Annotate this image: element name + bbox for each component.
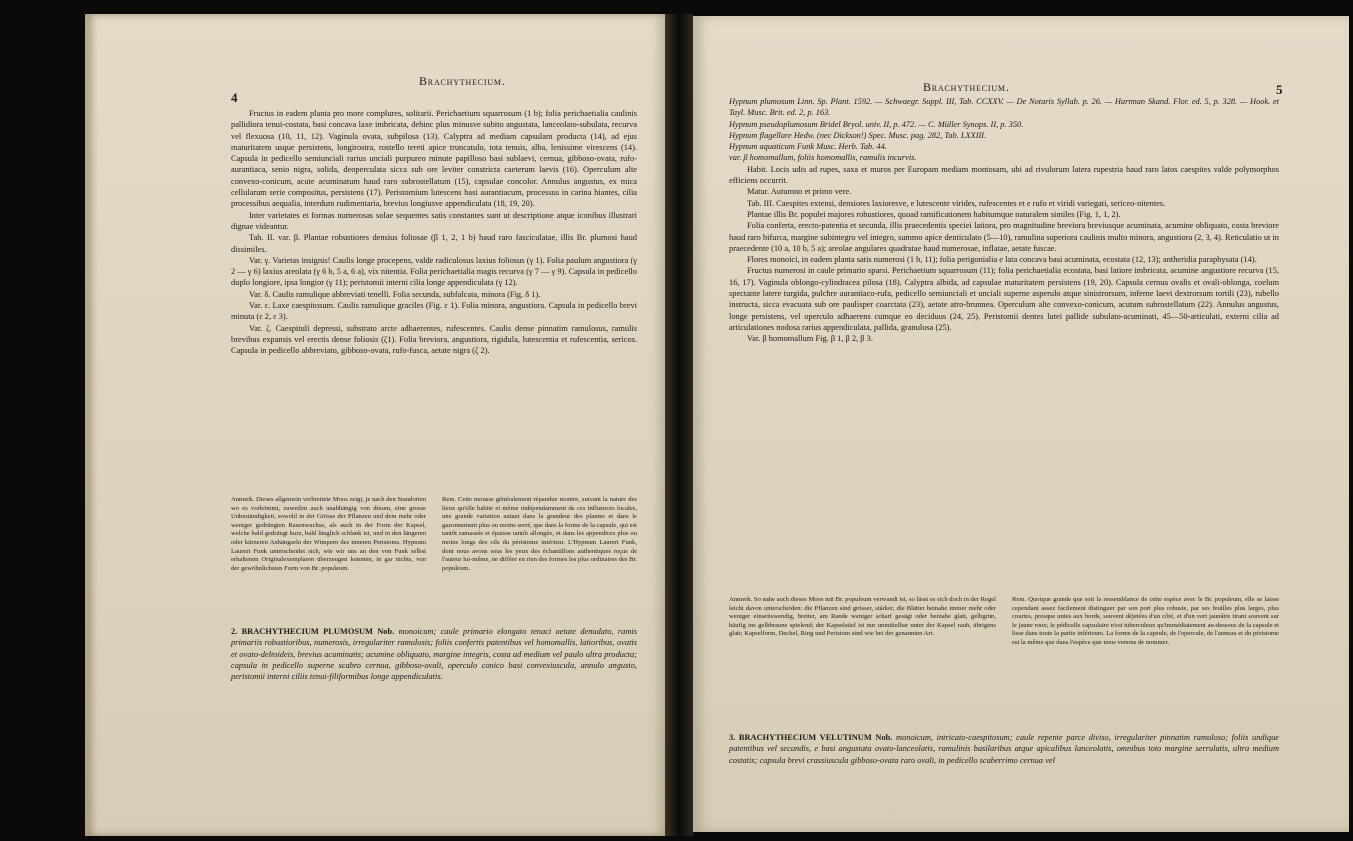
remark-french: Rem. Quoique grande que soit la ressemblance de cette espèce avec le Br. populeum, elle se laisse cependant assez facilement distinguer par son port plus robuste, par ses feuilles plus larges, plus courtes, presque unies aux bords, souvent déjetées d'un côté, et d'un vert jaunâtre tirant souvent sur le jaune roux; le pédicelle capsulaire n'est tuberculeux qu'immédiatement au-dessous de la capsule et lisse dans toute la partie inférieure. La forme de la capsule, de l'opercule, de l'anneau et du péristome est la même que dans l'espèce que nous venons de nommer. bbox=[1012, 596, 1279, 646]
paragraph: Plantae illis Br. populei majores robustiores, quoad ramificationem habitumque naturalem similes (Fig. 1, 1, 2). bbox=[747, 209, 1121, 219]
paragraph: Var. β homomallum Fig. β 1, β 2, β 3. bbox=[747, 334, 873, 344]
synonym: Hypnum aquaticum Funk Musc. Herb. Tab. 44. bbox=[729, 142, 887, 152]
paragraph: Flores monoici, in eadem planta satis numerosi (1 b, 11); folia perigonialia e lata concava basi acuminata, ecostata (12, 13); antheridia paraphysata (14). bbox=[747, 255, 1257, 265]
species-diagnosis: monoicum, intricato-caespitosum; caule repente parce diviso, irregulariter pinnatim ramuloso; foliis undique patentibus vel secundis, e basi angustata ovato-lanceolatis, ramulinis basilaribus atque apicalibus lanceolatis, omnibus toto margine serrulatis, ultra medium costatis; capsula brevi crassiuscula gibboso-ovata raro ovali, in pedicello scaberrimo cernua vel bbox=[729, 733, 1279, 765]
paragraph: Habit. Locis udis ad rupes, saxa et muros per Europam mediam montosam, ubi ad rivulorum latera rupestria haud raro latos caespites valde polymorphos efficiens occurrit. bbox=[729, 164, 1279, 186]
remark-german: Anmerk. Dieses allgemein verbreitete Moos zeigt, je nach den Standorten wo es vorkömmt, zuweilen auch unabhängig von diesen, eine grosse Unbeständigkeit, sowohl in der Grösse der Pflanzen und dem mehr oder weniger gedrängten Rasenwuchse, als auch in der Form der Kapsel, welche bald gedrängt kurz, bald länglich schlank ist, und in den längeren oder kürzeren Anhängseln der Wimpern des inneren Peristoms. Hypnum Laureri Funk unterscheidet sich, wie wir uns an den von Funk selbst erhaltenen Originalexemplaren überzeugen konnten, in gar nichts, von der gewöhnlichsten Form von Br. populeum. bbox=[231, 496, 426, 572]
remark-french: Rem. Cette mousse généralement répandue montre, suivant la nature des lieux qu'elle habite et même indépendamment de ces influences locales, une grande variation autant dans la grandeur des plantes et dans le gazonnement plus ou moins serré, que dans la forme de la capsule, qui est tantôt ramassée et épaisse tantôt allongée, et dans les appendices plus ou moins longs des cils du péristome intérieur. L'Hypnum Laureri Funk, dont nous avons sous les yeux des échantillons authentiques reçus de l'auteur lui-même, ne diffère en rien des formes les plus ordinaires des Br. populeum. bbox=[442, 496, 638, 572]
main-text bbox=[729, 96, 1279, 345]
paragraph: Var. ε. Laxe caespitosum. Caulis ramulique graciles (Fig. ε 1). Folia minora, angustiora. Capsula in pedicello brevi minuta (ε 2, ε 3). bbox=[231, 301, 637, 322]
page-number: 5 bbox=[1276, 82, 1283, 97]
species-title: 3. BRACHYTHECIUM VELUTINUM Nob. bbox=[729, 733, 893, 742]
paragraph: Tab. III. Caespites extensi, densiores laxioresve, e lutescente virides, rufescentes et e rufo et viridi variegati, sericeo-nitentes. bbox=[747, 198, 1166, 208]
remark-columns bbox=[231, 496, 637, 573]
paragraph: Var. γ. Varietas insignis! Caulis longe procepens, valde radiculosus laxius foliosus (γ 1). Folia paulum angustiora (γ 2 — γ 6) laxius areolata (γ 6 b, 5 a, 6 a), vix nitentia. Folia perichaetialia magis recurva (γ 7 — γ 9). Capsula in pedicello duplo longiore, ipsa longior (γ 11); peristomii interni cilia longe appendiculata (γ 12). bbox=[231, 255, 637, 288]
paragraph: Inter varietates et formas numerosas solae sequentes satis constantes sunt ut descriptione atque iconibus illustrari dignae videantur. bbox=[231, 210, 637, 231]
paragraph: Fructus in eadem planta pro more complures, solitarii. Perichaetium squarrosum (1 b); folia perichaetialia caulinis pallidiora tenui-costata, basi concava laxe imbricata, dehinc plus minusve subito angustata, lanceolato-subulata, recurva vel flexuosa (10, 11, 12). Vaginula ovata, subpilosa (13). Calyptra ad mediam capsulam producta (14), ad ejus maturitatem usque persistens, longirostra, rostello tereti apice truncatulo, tota tenuis, alba, lenissime virescens (14). Capsula in pedicello semiunciali rarius unciali purpureo minute papilloso basi sublaevi, cernua, gibboso-ovata, rufo-aurantiaca, senio nigra, solida, deoperculata sicca sub ore leviter constricta caeterum laevis (16). Operculum alte convexo-conicum, acute acuminatum haud raro subrostellatum (15), capsulae concolor. Annulus angustus, ex mica cellularum serie compositus, persistens (17). Peristomium lutescens basi aurantiacum, processus in carina hiantes, cilia processibus aequalia, interdum rudimentaria, brevius longiusve appendiculata (18, 19, 20). bbox=[231, 109, 637, 209]
paragraph: Matur. Autumno et primo vere. bbox=[747, 187, 852, 197]
species-title: 2. BRACHYTHECIUM PLUMOSUM Nob. bbox=[231, 627, 395, 636]
remark-columns bbox=[729, 596, 1279, 648]
page-number: 4 bbox=[231, 90, 238, 105]
species-entry bbox=[231, 626, 637, 682]
species-diagnosis: monoicum; caule primario elongato tenaci aetate denudato, ramis primariis robustioribus, numerosis, irregulariter ramulosis; foliis confertis patentibus vel homomallis, latioribus, ovatis et ovato-deltoideis, brevius acuminatis; acumine obliquato, margine integris, costa ad medium vel paulo ultra producta; capsula in pedicello superne scabro cernua, gibboso-ovali, operculo conico basi convexiuscula, annulo angusto, peristomii interni ciliis tenui-filiformibus longe appendiculatis. bbox=[231, 627, 637, 682]
paragraph: Fructus numerosi in caule primario sparsi. Perichaetium squarrosum (11); folia perichaetialia ecostata, basi latiore imbricata, acumine angustiore recurva (15, 16, 17). Vaginula oblongo-cylindracea pilosa (18). Calyptra albida, ad capsulae maturitatem persistens (19, 20). Capsula cernua ovalis et ovali-oblonga, coelum spectante latere turgida, pulchre aurantiaco-rufa, pedicello semiunciali et unciali superne asperulo atque sinistrorsum, inferne laevi dextrorsum tortili (23), rubello instructa, sicca evacuata sub ore paulisper coarctata (23), aetate atro-brunnea. Operculum alte convexo-conicum, acutum subrostellatum (22). Annulus angustus, longe persistens, vel operculo adhaerens cumque eo deciduus (24, 25). Peristomii dentes lutei pallide subulato-acuminati, 45—50-articulati, externi cilia ad articulationes nodosa rarius appendiculata, pallida, granulosa (25). bbox=[729, 266, 1279, 332]
synonym: Hypnum pseudoplumosum Bridel Bryol. univ. II, p. 472. — C. Müller Synops. II, p. 350. bbox=[729, 119, 1024, 129]
species-entry bbox=[729, 732, 1279, 766]
synonym: Hypnum flagellare Hedw. (nec Dickson!) Spec. Musc. pag. 282, Tab. LXXIII. bbox=[729, 130, 987, 140]
running-head: Brachythecium. bbox=[923, 80, 1010, 94]
remark-german: Anmerk. So nahe auch dieses Moos mit Br. populeum verwandt ist, so lässt es sich doch in der Regel leicht davon unterscheiden: die Pflanzen sind grösser, stärker, die Blätter beinahe immer mehr oder weniger einseitswendig, breiter, am Rande weniger scharf gesägt oder beinahe glatt, gelbgrün, häufig ins gelbbraune spielend; der Kapselstiel ist nur unmittelbar unter der Kapsel rauh, übrigens glatt; Kapselform, Deckel, Ring und Peristom sind wie bei der genannten Art. bbox=[729, 596, 996, 638]
paragraph: Folia conferta, erecto-patentia et secunda, illis praecedentis speciei latiora, pro magnitudine breviora breviusque acuminata, acumine obliquato, costa breviore haud raro bifurca, margine subintegro vel integro, summo apice denticulato (5—10), ramulina superiora caulinis multo minora, angustiora (2, 3, 4). Reticulatio ut in praecedente (10 a, 10 b, 5 a); areolae angulares quadratae haud numerosae, inflatae, aetate fuscae. bbox=[729, 221, 1279, 253]
synonym: var. β homomallum, foliis homomallis, ramulis incurvis. bbox=[729, 153, 917, 163]
running-head: Brachythecium. bbox=[419, 74, 506, 88]
right-page bbox=[693, 16, 1349, 832]
paragraph: Tab. II. var. β. Plantae robustiores densius foliosae (β 1, 2, 1 b) haud raro fasciculatae, illis Br. plumosi haud dissimiles. bbox=[231, 233, 637, 254]
synonym: Hypnum plumosum Linn. Sp. Plant. 1592. — Schwaegr. Suppl. III, Tab. CCXXV. — De Notaris Syllab. p. 26. — Hartman Skand. Flor. ed. 5, p. 328. — Hook. et Tayl. Musc. Brit. ed. 2, p. 163. bbox=[729, 97, 1279, 118]
paragraph: Var. ζ. Caespituli depressi, substrato arcte adhaerentes, rufescentes. Caulis dense pinnatim ramulosus, ramulis brevibus expansis vel erectis dense foliosis (ζ1). Folia breviora, angustiora, rigidula, lutescentia et rufescentia, sericea. Capsula in pedicello abbreviato, gibboso-ovata, rufo-fusca, aetate nigra (ζ 2). bbox=[231, 323, 637, 356]
paragraph: Var. δ. Caulis ramulique abbreviati tenelli. Folia secunda, subfalcata, minora (Fig. δ 1). bbox=[249, 289, 541, 299]
main-text bbox=[231, 108, 637, 357]
left-page bbox=[85, 14, 665, 836]
